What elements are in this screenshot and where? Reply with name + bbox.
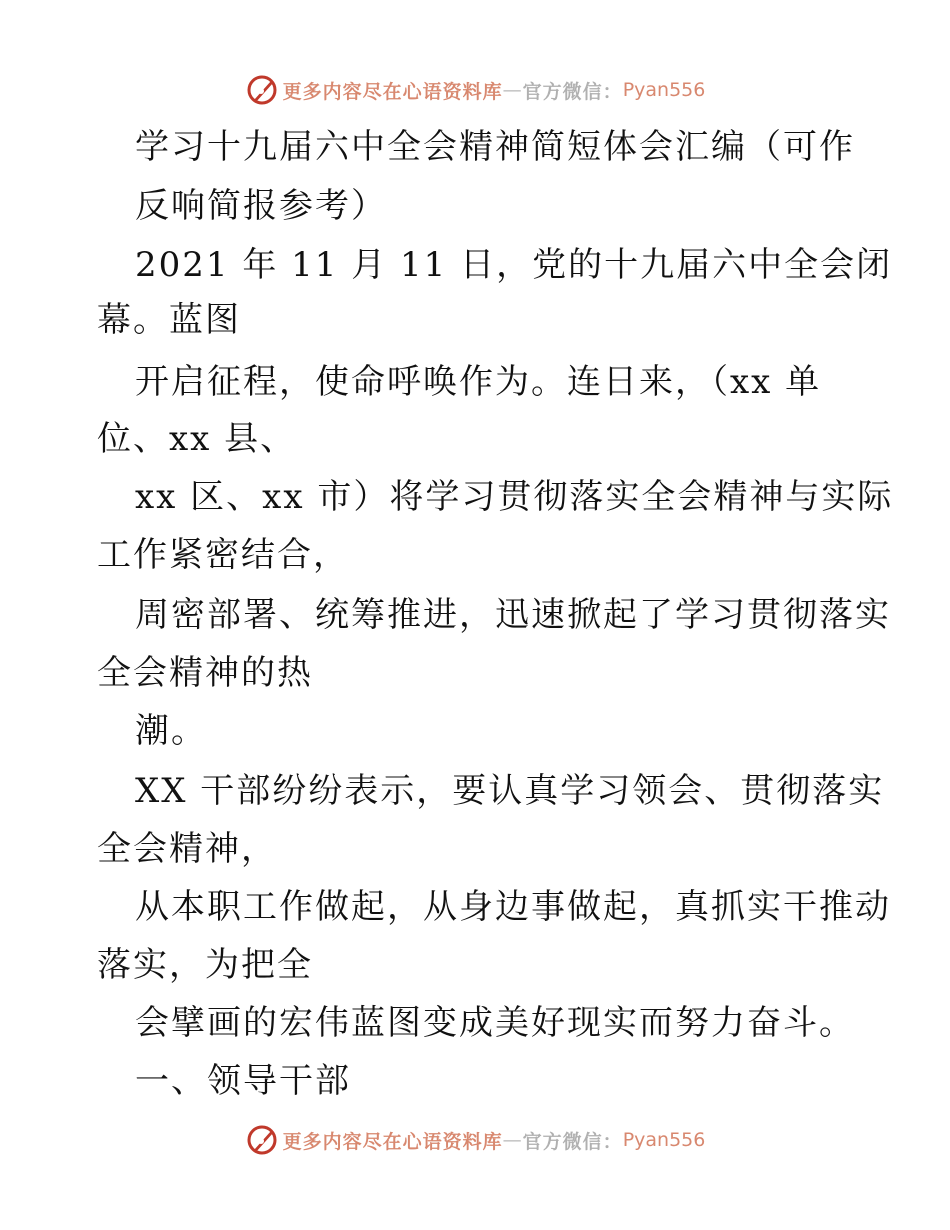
banner-wechat-id: Pyan556: [622, 1129, 706, 1151]
doc-title-line-2: 反响简报参考）: [135, 186, 387, 226]
quill-seal-icon: [245, 1123, 279, 1157]
banner-wechat-label: 官方微信：: [522, 80, 623, 103]
quill-seal-icon: [245, 73, 279, 107]
doc-line: XX 干部纷纷表示，要认真学习领会、贯彻落实: [135, 771, 885, 811]
doc-line: 潮。: [135, 711, 207, 751]
banner-separator: —: [502, 1129, 523, 1151]
doc-line: 落实，为把全: [97, 945, 313, 985]
doc-line: xx 区、xx 市）将学习贯彻落实全会精神与实际: [135, 477, 894, 517]
banner-wechat-label: 官方微信：: [522, 1130, 623, 1153]
banner-separator: —: [502, 79, 523, 101]
banner-slogan: 更多内容尽在心语资料库: [282, 80, 503, 103]
header-banner: [0, 70, 950, 110]
doc-title-line-1: 学习十九届六中全会精神简短体会汇编（可作: [135, 127, 855, 167]
doc-line: 2021 年 11 月 11 日，党的十九届六中全会闭: [135, 245, 893, 285]
banner-slogan: 更多内容尽在心语资料库: [282, 1130, 503, 1153]
doc-line: 从本职工作做起，从身边事做起，真抓实干推动: [135, 887, 891, 927]
banner-wechat-id: Pyan556: [622, 79, 706, 101]
doc-line: 位、xx 县、: [97, 419, 297, 459]
doc-line: 会擘画的宏伟蓝图变成美好现实而努力奋斗。: [135, 1003, 855, 1043]
doc-line: 周密部署、统筹推进，迅速掀起了学习贯彻落实: [135, 595, 891, 635]
footer-banner: [0, 1120, 950, 1160]
doc-line: 全会精神，: [97, 829, 277, 869]
doc-line: 开启征程，使命呼唤作为。连日来，（xx 单: [135, 362, 822, 402]
doc-section-heading: 一、领导干部: [135, 1061, 351, 1101]
doc-line: 工作紧密结合，: [97, 535, 349, 575]
doc-line: 全会精神的热: [97, 653, 313, 693]
doc-line: 幕。蓝图: [97, 300, 241, 340]
